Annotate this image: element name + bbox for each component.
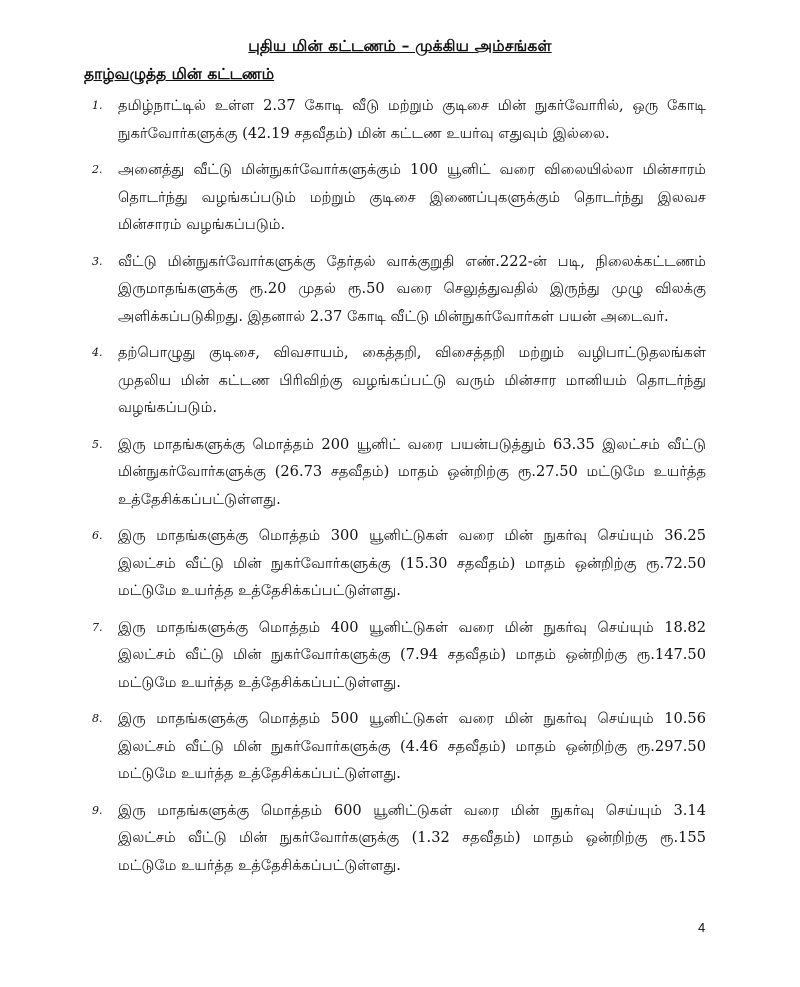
list-item-text: அனைத்து வீட்டு மின்நுகர்வோர்களுக்கும் 100 யூனிட் வரை விலையில்லா மின்சாரம் தொடர்ந்து வழங்கப்படும் மற்றும் குடிசை இணைப்புகளுக்கும் தொடர்ந்து இலவச மின்சாரம் வழங்கப்படும். — [118, 161, 706, 233]
list-item-text: இரு மாதங்களுக்கு மொத்தம் 200 யூனிட் வரை பயன்படுத்தும் 63.35 இலட்சம் வீட்டு மின்நுகர்வோர்களுக்கு (26.73 சதவீதம்) மாதம் ஒன்றிற்கு ரூ.27.50 மட்டுமே உயர்த்த உத்தேசிக்கப்பட்டுள்ளது. — [118, 435, 706, 508]
list-item-text: தற்பொழுது குடிசை, விவசாயம், கைத்தறி, விசைத்தறி மற்றும் வழிபாட்டுதலங்கள் முதலிய மின் கட்டண பிரிவிற்கு வழங்கப்பட்டு வரும் மின்சார மானியம் தொடர்ந்து வழங்கப்படும். — [118, 344, 706, 416]
key-points-list — [92, 92, 706, 888]
list-item-number: 4. — [92, 346, 103, 359]
list-item-text: வீட்டு மின்நுகர்வோர்களுக்கு தேர்தல் வாக்குறுதி எண்.222-ன் படி, நிலைக்கட்டணம் இருமாதங்களுக்கு ரூ.20 முதல் ரூ.50 வரை செலுத்துவதில் இருந்து முழு விலக்கு அளிக்கப்படுகிறது. இதனால் 2.37 கோடி வீட்டு மின்நுகர்வோர்கள் பயன் அடைவர். — [118, 252, 706, 325]
list-item — [92, 614, 706, 697]
list-item — [92, 705, 706, 788]
list-item-number: 9. — [92, 803, 103, 817]
page-number: 4 — [698, 920, 706, 935]
list-item-text: இரு மாதங்களுக்கு மொத்தம் 600 யூனிட்டுகள் வரை மின் நுகர்வு செய்யும் 3.14 இலட்சம் வீட்டு மின் நுகர்வோர்களுக்கு (1.32 சதவீதம்) மாதம் ஒன்றிற்கு ரூ.155 மட்டுமே உயர்த்த உத்தேசிக்கப்பட்டுள்ளது. — [118, 801, 706, 874]
section-heading: தாழ்வழுத்த மின் கட்டணம் — [84, 64, 275, 83]
list-item — [92, 431, 706, 514]
list-item-number: 1. — [92, 99, 103, 112]
list-item — [92, 339, 706, 422]
list-item-text: இரு மாதங்களுக்கு மொத்தம் 300 யூனிட்டுகள் வரை மின் நுகர்வு செய்யும் 36.25 இலட்சம் வீட்டு மின் நுகர்வோர்களுக்கு (15.30 சதவீதம்) மாதம் ஒன்றிற்கு ரூ.72.50 மட்டுமே உயர்த்த உத்தேசிக்கப்பட்டுள்ளது. — [118, 527, 706, 599]
list-item-number: 2. — [92, 163, 103, 176]
list-item-text: தமிழ்நாட்டில் உள்ள 2.37 கோடி வீடு மற்றும் குடிசை மின் நுகர்வோரில், ஒரு கோடி நுகர்வோர்களுக்கு (42.19 சதவீதம்) மின் கட்டண உயர்வு எதுவும் இல்லை. — [118, 97, 706, 142]
list-item-text: இரு மாதங்களுக்கு மொத்தம் 400 யூனிட்டுகள் வரை மின் நுகர்வு செய்யும் 18.82 இலட்சம் வீட்டு மின் நுகர்வோர்களுக்கு (7.94 சதவீதம்) மாதம் ஒன்றிற்கு ரூ.147.50 மட்டுமே உயர்த்த உத்தேசிக்கப்பட்டுள்ளது. — [118, 618, 706, 691]
list-item-text: இரு மாதங்களுக்கு மொத்தம் 500 யூனிட்டுகள் வரை மின் நுகர்வு செய்யும் 10.56 இலட்சம் வீட்டு மின் நுகர்வோர்களுக்கு (4.46 சதவீதம்) மாதம் ஒன்றிற்கு ரூ.297.50 மட்டுமே உயர்த்த உத்தேசிக்கப்பட்டுள்ளது. — [118, 710, 706, 782]
list-item-number: 6. — [92, 529, 103, 542]
list-item — [92, 797, 706, 880]
list-item-number: 8. — [92, 712, 103, 725]
list-item-number: 7. — [92, 620, 103, 634]
page-title: புதிய மின் கட்டணம் – முக்கிய அம்சங்கள் — [248, 36, 552, 55]
list-item — [92, 248, 706, 331]
list-item — [92, 156, 706, 239]
list-item-number: 3. — [92, 254, 103, 268]
list-item — [92, 92, 706, 147]
list-item — [92, 522, 706, 605]
list-item-number: 5. — [92, 437, 103, 451]
